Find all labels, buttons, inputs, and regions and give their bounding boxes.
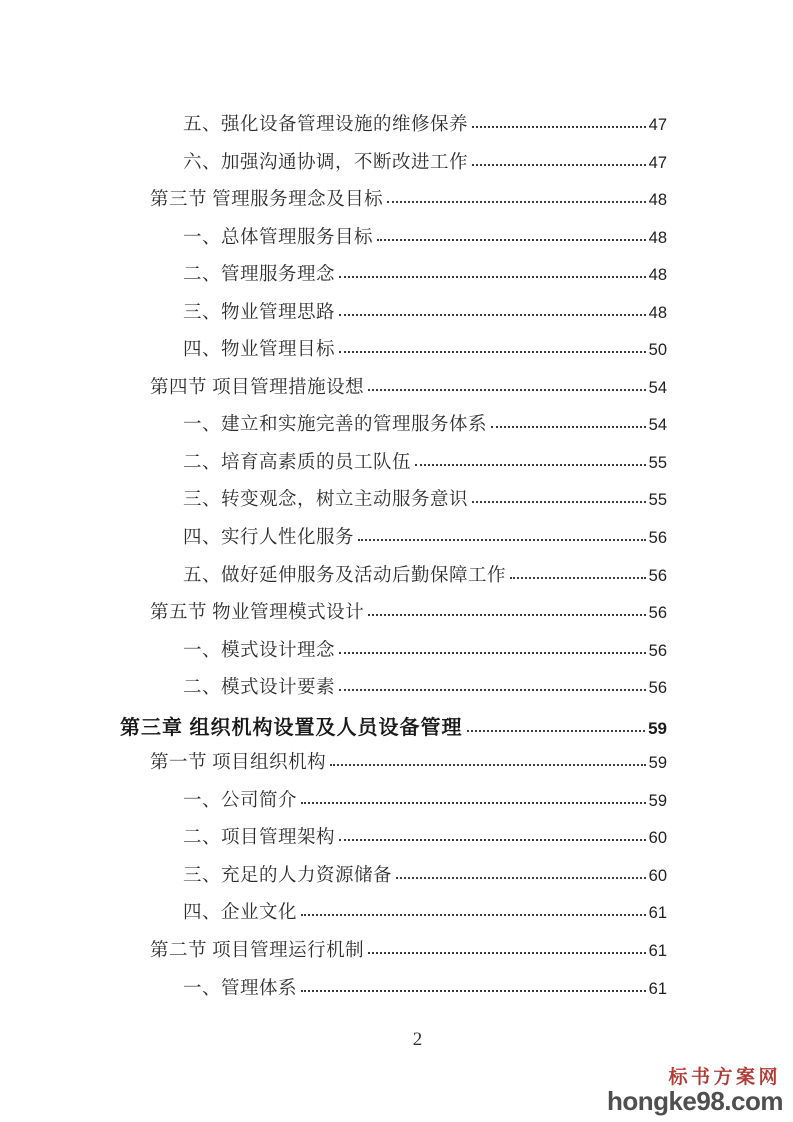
toc-page-number: 55 — [648, 491, 667, 510]
toc-dot-leader — [472, 501, 646, 503]
toc-entry[interactable] — [120, 974, 667, 1012]
toc-entry[interactable] — [120, 898, 667, 936]
toc-entry-title: 第四节 项目管理措施设想 — [150, 377, 365, 398]
toc-page-number: 48 — [648, 266, 667, 285]
toc-dot-leader — [472, 126, 646, 128]
toc-entry[interactable] — [120, 673, 667, 711]
toc-entry-title: 第三章 组织机构设置及人员设备管理 — [120, 716, 463, 739]
site-watermark — [607, 1068, 783, 1115]
toc-dot-leader — [301, 990, 646, 992]
toc-entry-title: 二、模式设计要素 — [183, 678, 336, 699]
toc-page-number: 60 — [648, 829, 667, 848]
toc-page-number: 47 — [648, 116, 667, 134]
toc-dot-leader — [396, 877, 646, 879]
toc-dot-leader — [339, 839, 646, 841]
toc-page-number: 61 — [648, 942, 667, 961]
toc-page-number: 55 — [648, 453, 667, 472]
watermark-site-url: hongke98.com — [606, 1085, 783, 1116]
toc-entry-title: 二、管理服务理念 — [183, 265, 336, 286]
toc-entry[interactable] — [120, 561, 667, 599]
toc-entry[interactable] — [120, 110, 667, 148]
toc-page-number: 56 — [648, 679, 667, 698]
toc-page-number: 54 — [648, 416, 667, 435]
toc-entry-title: 一、公司简介 — [183, 790, 298, 811]
toc-dot-leader — [330, 764, 646, 766]
toc-dot-leader — [339, 652, 646, 654]
toc-dot-leader — [377, 239, 646, 241]
toc-dot-leader — [301, 914, 646, 916]
toc-entry[interactable] — [120, 936, 667, 974]
toc-page-number: 59 — [648, 718, 667, 738]
toc-entry[interactable] — [120, 861, 667, 899]
toc-entry[interactable] — [120, 448, 667, 486]
toc-entry-title: 三、物业管理思路 — [183, 302, 336, 323]
toc-dot-leader — [491, 426, 646, 428]
toc-entry-title: 五、做好延伸服务及活动后勤保障工作 — [183, 565, 507, 586]
toc-entry[interactable] — [120, 636, 667, 674]
toc-entry-title: 第三节 管理服务理念及目标 — [150, 190, 384, 211]
toc-entry-title: 第二节 项目管理运行机制 — [150, 941, 365, 962]
toc-dot-leader — [301, 802, 646, 804]
toc-dot-leader — [368, 389, 646, 391]
toc-entry[interactable] — [120, 786, 667, 824]
toc-page-number: 59 — [648, 754, 667, 773]
toc-entry[interactable] — [120, 185, 667, 223]
toc-entry-title: 六、加强沟通协调，不断改进工作 — [183, 152, 469, 173]
toc-entry-title: 三、转变观念，树立主动服务意识 — [183, 490, 469, 511]
toc-entry-title: 一、总体管理服务目标 — [183, 227, 374, 248]
toc-page-number: 47 — [648, 153, 667, 172]
toc-page-number: 48 — [648, 191, 667, 210]
toc-entry-title: 一、管理体系 — [183, 978, 298, 999]
watermark-site-name: 标书方案网 — [668, 1066, 781, 1088]
toc-page-number: 56 — [648, 529, 667, 548]
toc-page-number: 50 — [648, 341, 667, 360]
page-number-footer: 2 — [412, 1029, 423, 1050]
toc-dot-leader — [339, 314, 646, 316]
toc-entry[interactable] — [120, 410, 667, 448]
toc-page-number: 61 — [648, 979, 667, 998]
toc-list — [120, 110, 667, 1011]
toc-entry[interactable] — [120, 373, 667, 411]
toc-page-number: 59 — [648, 791, 667, 810]
toc-entry[interactable] — [120, 823, 667, 861]
toc-entry[interactable] — [120, 298, 667, 336]
toc-dot-leader — [387, 201, 646, 203]
toc-entry-title: 二、培育高素质的员工队伍 — [183, 452, 412, 473]
toc-page-number: 48 — [648, 303, 667, 322]
toc-entry-title: 四、企业文化 — [183, 903, 298, 924]
toc-entry[interactable] — [120, 748, 667, 786]
toc-dot-leader — [472, 164, 646, 166]
toc-dot-leader — [358, 539, 646, 541]
toc-entry[interactable] — [120, 523, 667, 561]
toc-page-number: 60 — [648, 866, 667, 885]
toc-dot-leader — [368, 614, 646, 616]
toc-entry[interactable] — [120, 148, 667, 186]
toc-entry-title: 五、强化设备管理设施的维修保养 — [183, 115, 469, 135]
toc-dot-leader — [339, 689, 646, 691]
toc-page-number: 56 — [648, 641, 667, 660]
toc-entry-title: 四、物业管理目标 — [183, 340, 336, 361]
toc-dot-leader — [339, 276, 646, 278]
toc-dot-leader — [467, 730, 646, 732]
toc-entry-title: 二、项目管理架构 — [183, 828, 336, 849]
toc-page-number: 56 — [648, 566, 667, 585]
toc-dot-leader — [368, 952, 646, 954]
toc-entry[interactable] — [120, 711, 667, 749]
toc-dot-leader — [510, 577, 646, 579]
toc-entry-title: 三、充足的人力资源储备 — [183, 865, 393, 886]
toc-entry[interactable] — [120, 260, 667, 298]
toc-dot-leader — [415, 464, 646, 466]
toc-entry[interactable] — [120, 598, 667, 636]
toc-entry[interactable] — [120, 223, 667, 261]
toc-page-number: 56 — [648, 604, 667, 623]
toc-entry-title: 第一节 项目组织机构 — [150, 753, 327, 774]
toc-entry-title: 第五节 物业管理模式设计 — [150, 603, 365, 624]
toc-dot-leader — [339, 351, 646, 353]
toc-page-number: 61 — [648, 904, 667, 923]
toc-page-number: 54 — [648, 378, 667, 397]
toc-entry-title: 一、建立和实施完善的管理服务体系 — [183, 415, 488, 436]
toc-page-number: 48 — [648, 228, 667, 247]
toc-entry[interactable] — [120, 485, 667, 523]
toc-entry-title: 一、模式设计理念 — [183, 640, 336, 661]
toc-entry[interactable] — [120, 335, 667, 373]
toc-entry-title: 四、实行人性化服务 — [183, 528, 355, 549]
